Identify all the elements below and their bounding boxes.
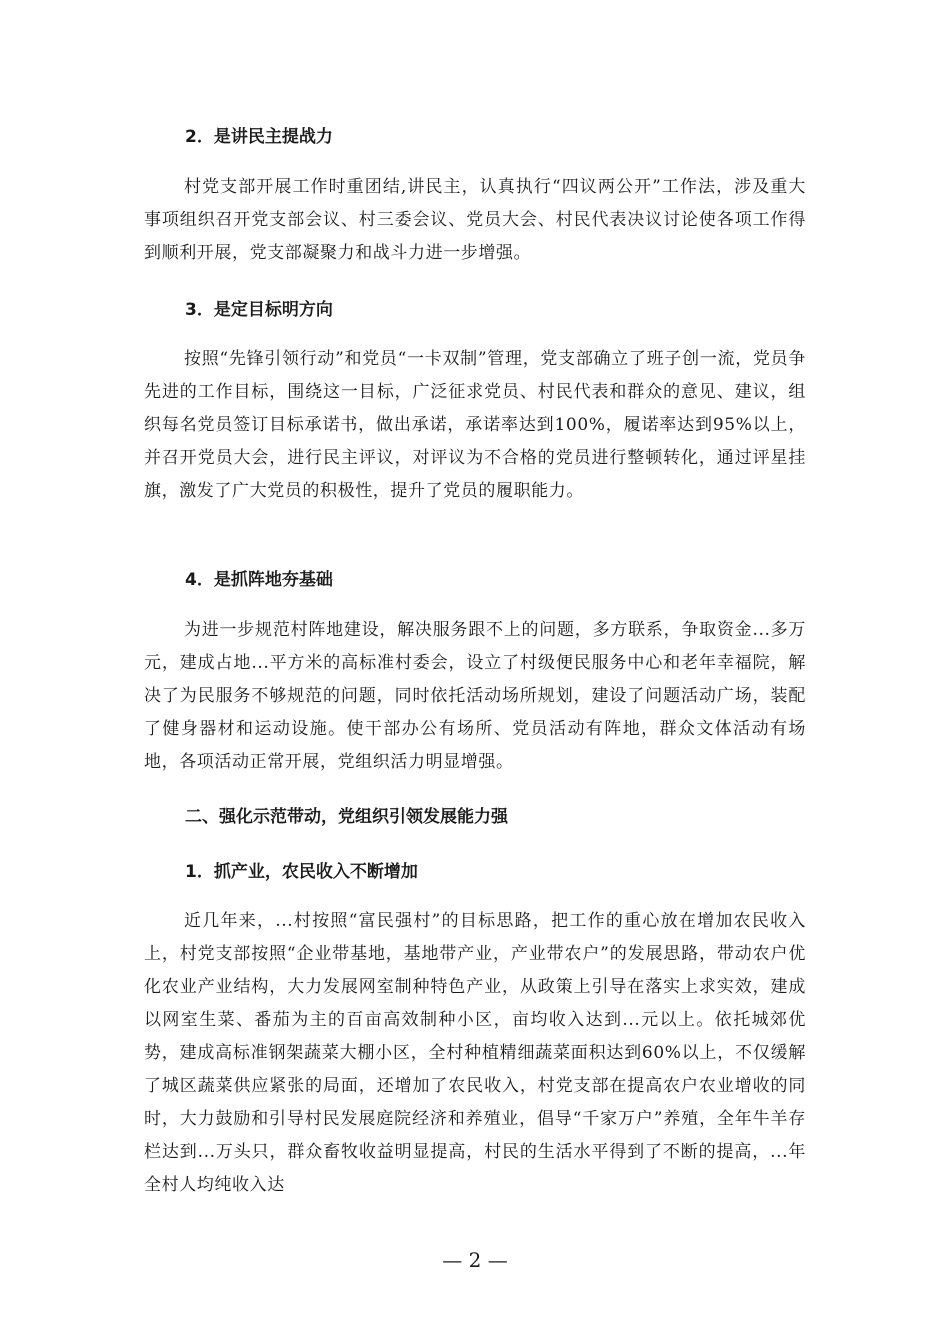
section-heading-1-industry: 1．抓产业，农民收入不断增加 xyxy=(185,862,418,882)
paragraph-position-building: 为进一步规范村阵地建设，解决服务跟不上的问题，多方联系，争取资金...多万元，建成占地...平方米的高标准村委会，设立了村级便民服务中心和老年幸福院，解决了为民服务不够规范的问题，同时依托活动场所规划，建设了问题活动广场，装配了健身器材和运动设施。使干部办公有场所、党员活动有阵地，群众文体活动有场地，各项活动正常开展，党组织活力明显增强。 xyxy=(144,620,806,772)
page-number: — 2 — xyxy=(442,1248,508,1272)
section-heading-2: 2．是讲民主提战力 xyxy=(185,127,333,147)
chapter-heading-two: 二、强化示范带动，党组织引领发展能力强 xyxy=(185,807,508,827)
paragraph-democracy: 村党支部开展工作时重团结,讲民主，认真执行“四议两公开”工作法，涉及重大事项组织召开党支部会议、村三委会议、党员大会、村民代表决议讨论使各项工作得到顺利开展，党支部凝聚力和战斗力进一步增强。 xyxy=(144,177,806,263)
paragraph-industry: 近几年来，...村按照“富民强村”的目标思路，把工作的重心放在增加农民收入上，村党支部按照“企业带基地，基地带产业，产业带农户”的发展思路，带动农户优化农业产业结构，大力发展网室制种特色产业，从政策上引导在落实上求实效，建成以网室生菜、番茄为主的百亩高效制种小区，亩均收入达到...元以上。依托城郊优势，建成高标准钢架蔬菜大棚小区，全村种植精细蔬菜面积达到60%以上，不仅缓解了城区蔬菜供应紧张的局面，还增加了农民收入，村党支部在提高农户农业增收的同时，大力鼓励和引导村民发展庭院经济和养殖业，倡导“千家万户”养殖，全年牛羊存栏达到...万头只，群众畜牧收益明显提高，村民的生活水平得到了不断的提高，...年全村人均纯收入达 xyxy=(144,911,806,1195)
section-heading-4: 4．是抓阵地夯基础 xyxy=(185,570,333,590)
section-heading-3: 3．是定目标明方向 xyxy=(185,300,333,320)
paragraph-goals: 按照“先锋引领行动”和党员“一卡双制”管理，党支部确立了班子创一流，党员争先进的工作目标，围绕这一目标，广泛征求党员、村民代表和群众的意见、建议，组织每名党员签订目标承诺书，做出承诺，承诺率达到100%，履诺率达到95%以上，并召开党员大会，进行民主评议，对评议为不合格的党员进行整顿转化，通过评星挂旗，激发了广大党员的积极性，提升了党员的履职能力。 xyxy=(144,349,806,501)
